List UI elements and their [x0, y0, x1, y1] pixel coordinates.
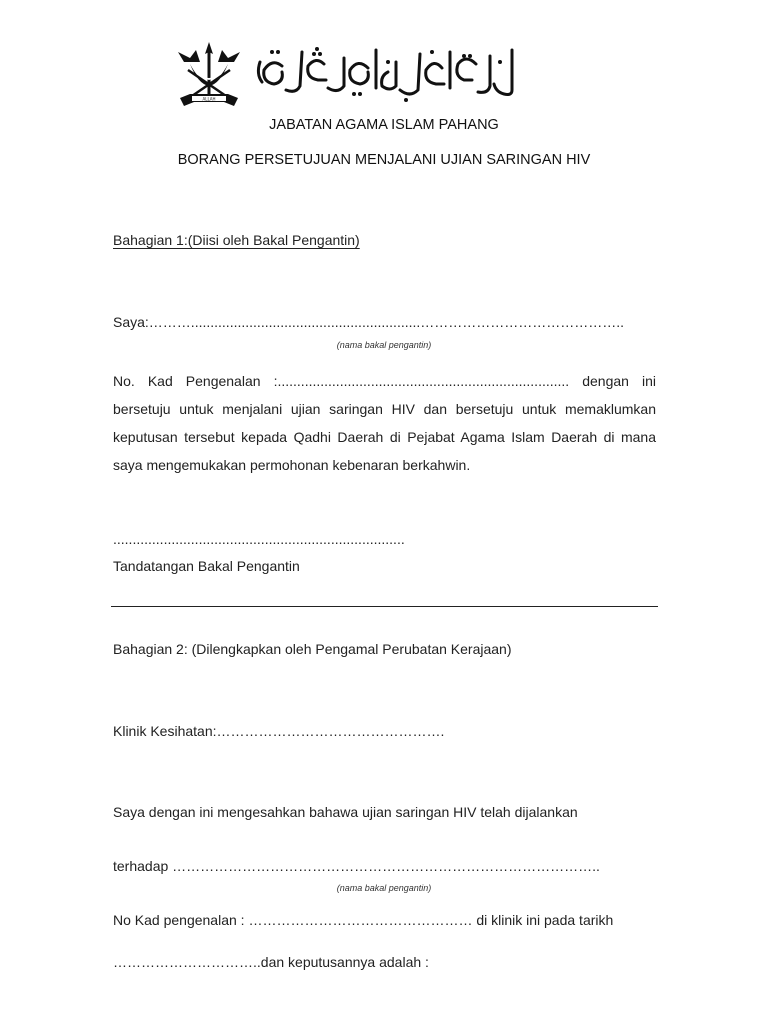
name-field-note: (nama bakal pengantin) — [336, 340, 432, 350]
department-title: JABATAN AGAMA ISLAM PAHANG — [269, 117, 499, 133]
consent-paragraph: No. Kad Pengenalan :........................................................................... dengan ini bersetuju untuk menjalani ujian saringan HIV dan bersetuju untuk memaklumkan keputusan tersebut kepada Qadhi Daerah di Pejabat Agama Islam Daerah di mana saya mengemukakan permohonan kebenaran berkahwin. — [113, 373, 656, 473]
section-divider — [111, 606, 658, 607]
ic-number-line: No Kad pengenalan : ………………………………………… di klinik ini pada tarikh — [113, 912, 614, 928]
signature-dots: ........................................................................... — [113, 531, 405, 547]
name-field-line: Saya:………...........................................................…………………………………….. — [113, 314, 625, 330]
svg-text:ALLAH: ALLAH — [202, 96, 216, 102]
clinic-field-line: Klinik Kesihatan:…………………………………………. — [113, 723, 445, 739]
section1-heading: Bahagian 1:(Diisi oleh Bakal Pengantin) — [113, 232, 360, 248]
jawi-calligraphy-icon — [250, 42, 520, 102]
pahang-crest-icon — [176, 40, 242, 112]
signature-label: Tandatangan Bakal Pengantin — [113, 558, 300, 574]
confirmation-text: Saya dengan ini mengesahkan bahawa ujian saringan HIV telah dijalankan — [113, 804, 578, 820]
result-line: …………………………..dan keputusannya adalah : — [113, 954, 429, 970]
form-title: BORANG PERSETUJUAN MENJALANI UJIAN SARINGAN HIV — [177, 152, 591, 168]
patient-name-note: (nama bakal pengantin) — [336, 883, 432, 893]
section2-heading: Bahagian 2: (Dilengkapkan oleh Pengamal Perubatan Kerajaan) — [113, 641, 512, 657]
patient-name-line: terhadap ……………………………………………………………………………….. — [113, 858, 600, 874]
